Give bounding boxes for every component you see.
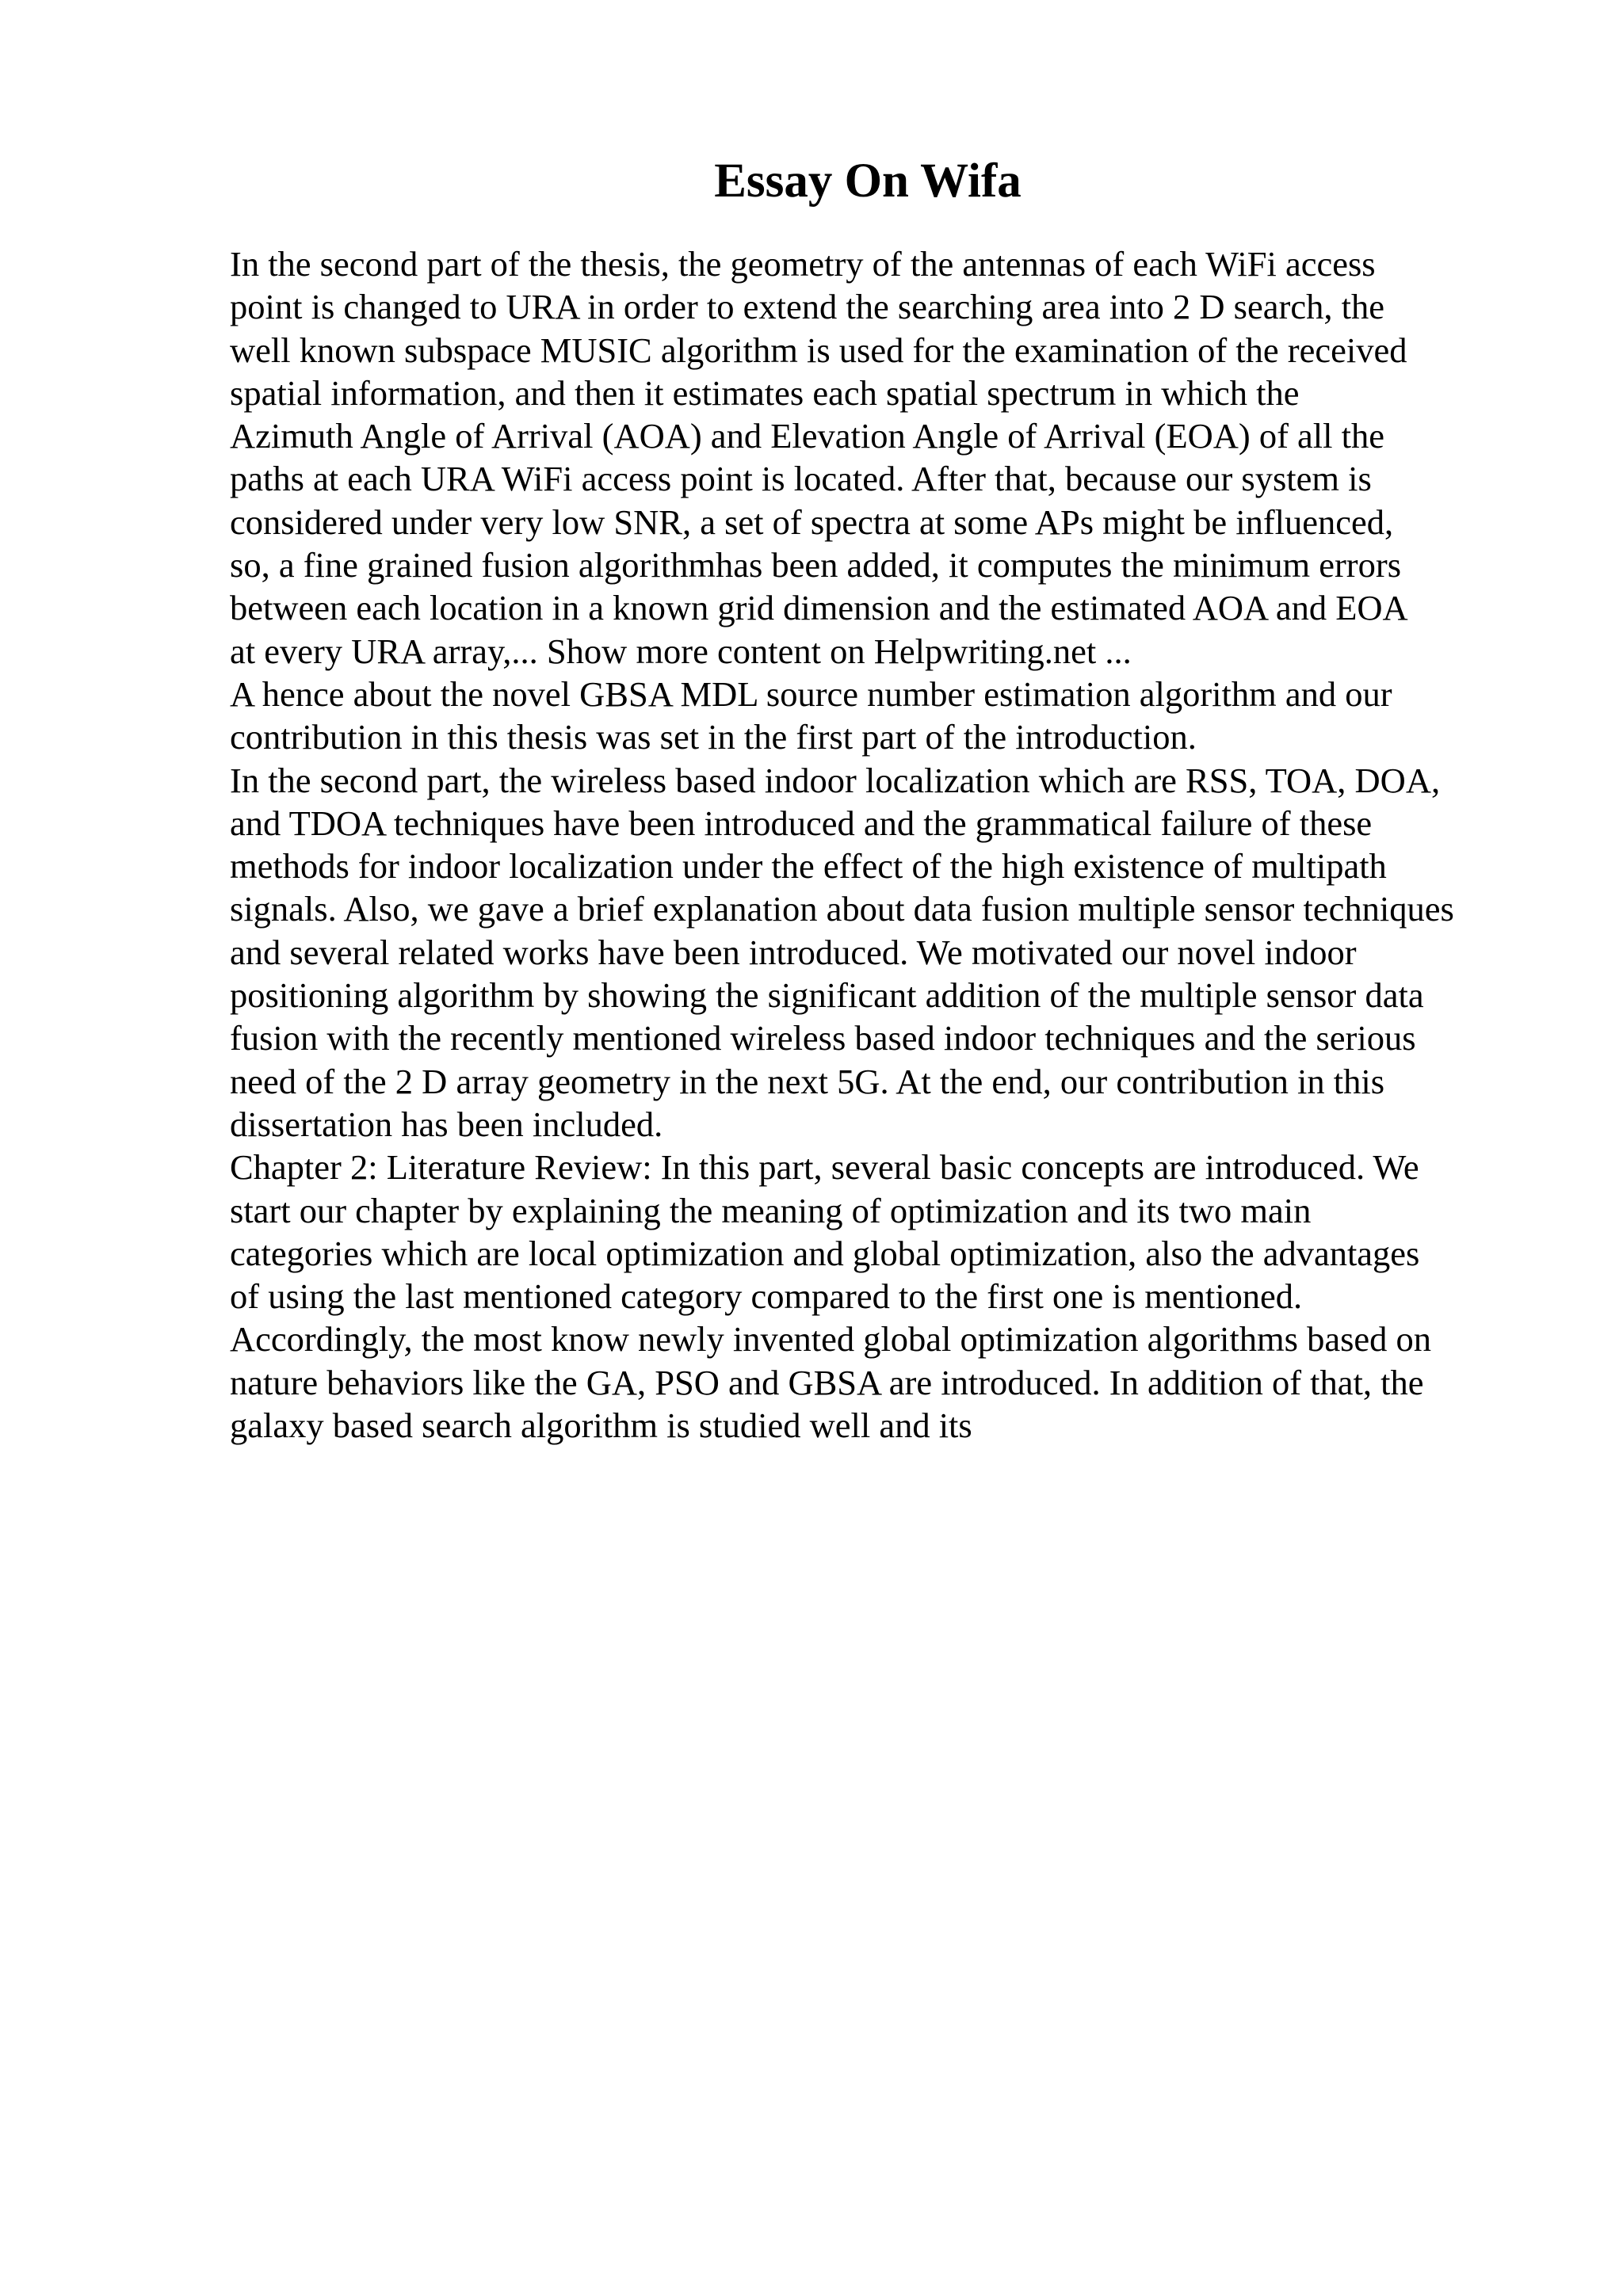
text-line: contribution in this thesis was set in the first part of the introduction. xyxy=(230,717,1197,757)
text-line: methods for indoor localization under the effect of the high existence of multipath xyxy=(230,846,1387,887)
text-line: at every URA array,... Show more content on Helpwriting.net ... xyxy=(230,631,1132,671)
text-line: of using the last mentioned category compared to the first one is mentioned. xyxy=(230,1276,1303,1317)
paragraph-intro-second-part xyxy=(230,242,1529,673)
text-line: positioning algorithm by showing the significant addition of the multiple sensor data xyxy=(230,975,1424,1016)
text-line: signals. Also, we gave a brief explanation about data fusion multiple sensor techniques xyxy=(230,889,1454,929)
text-line: paths at each URA WiFi access point is located. After that, because our system is xyxy=(230,459,1372,499)
document-body xyxy=(230,242,1529,1447)
text-line: start our chapter by explaining the meaning of optimization and its two main xyxy=(230,1190,1312,1230)
document-title: Essay On Wifa xyxy=(714,154,1022,208)
text-line: Azimuth Angle of Arrival (AOA) and Elevation Angle of Arrival (EOA) of all the xyxy=(230,416,1385,456)
text-line: and several related works have been introduced. We motivated our novel indoor xyxy=(230,932,1357,972)
paragraph-indoor-localization xyxy=(230,759,1529,1146)
text-line: Accordingly, the most know newly invented global optimization algorithms based on xyxy=(230,1319,1432,1360)
text-line: spatial information, and then it estimates each spatial spectrum in which the xyxy=(230,372,1300,413)
text-line: categories which are local optimization and global optimization, also the advantages xyxy=(230,1233,1420,1273)
text-line: fusion with the recently mentioned wireless based indoor techniques and the serious xyxy=(230,1018,1416,1058)
text-line: between each location in a known grid dimension and the estimated AOA and EOA xyxy=(230,588,1408,628)
text-line: considered under very low SNR, a set of spectra at some APs might be influenced, xyxy=(230,502,1394,542)
text-line: In the second part, the wireless based indoor localization which are RSS, TOA, DOA, xyxy=(230,760,1441,800)
text-line: Chapter 2: Literature Review: In this part, several basic concepts are introduced. We xyxy=(230,1147,1419,1188)
text-line: A hence about the novel GBSA MDL source number estimation algorithm and our xyxy=(230,673,1392,714)
text-line: need of the 2 D array geometry in the next 5G. At the end, our contribution in this xyxy=(230,1061,1385,1101)
paragraph-gbsa-mdl xyxy=(230,673,1529,759)
text-line: nature behaviors like the GA, PSO and GBSA are introduced. In addition of that, the xyxy=(230,1362,1424,1402)
text-line: point is changed to URA in order to extend the searching area into 2 D search, the xyxy=(230,287,1384,327)
paragraph-literature-review xyxy=(230,1146,1529,1447)
text-line: dissertation has been included. xyxy=(230,1104,663,1144)
text-line: In the second part of the thesis, the geometry of the antennas of each WiFi access xyxy=(230,244,1376,284)
text-line: and TDOA techniques have been introduced and the grammatical failure of these xyxy=(230,803,1373,843)
text-line: well known subspace MUSIC algorithm is used for the examination of the received xyxy=(230,330,1407,370)
text-line: galaxy based search algorithm is studied well and its xyxy=(230,1405,972,1446)
text-line: so, a fine grained fusion algorithmhas been added, it computes the minimum errors xyxy=(230,545,1402,585)
